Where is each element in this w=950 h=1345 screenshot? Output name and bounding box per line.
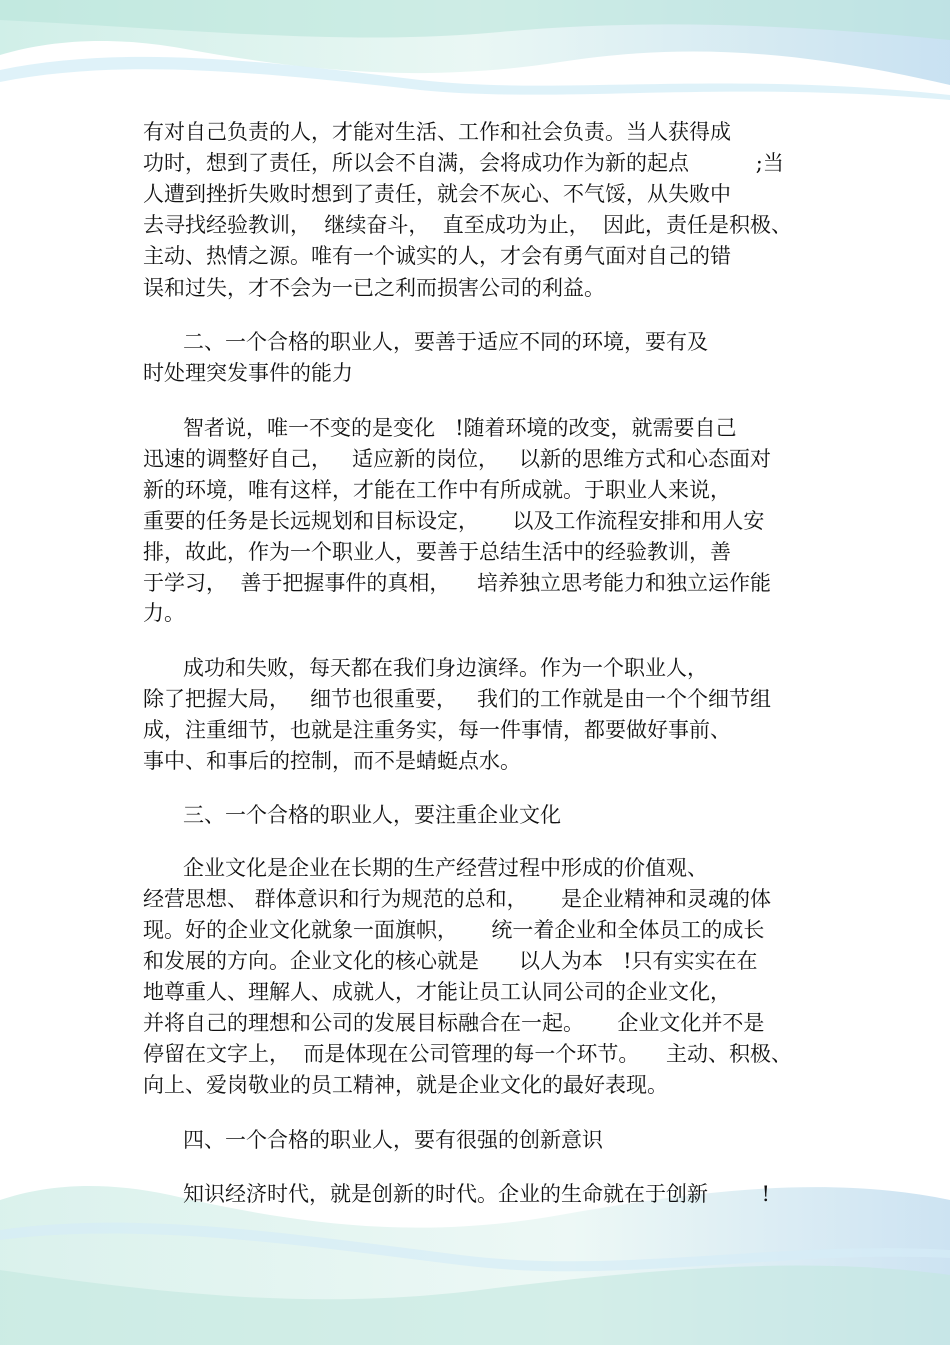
text-line: 于学习， 善于把握事件的真相， 培养独立思考能力和独立运作能 [143,571,772,595]
text-line: 企业文化是企业在长期的生产经营过程中形成的价值观、 [143,856,709,880]
text-line: 向上、爱岗敬业的员工精神，就是企业文化的最好表现。 [143,1073,668,1097]
text-line: 地尊重人、理解人、成就人，才能让员工认同公司的企业文化， [143,980,731,1004]
text-line: 新的环境，唯有这样，才能在工作中有所成就。于职业人来说， [143,478,731,502]
text-line: 成功和失败，每天都在我们身边演绎。作为一个职业人， [143,656,709,680]
text-line: 事中、和事后的控制，而不是蜻蜓点水。 [143,749,521,773]
text-line: 和发展的方向。企业文化的核心就是 以人为本 !只有实实在在 [143,949,758,973]
text-line: 智者说，唯一不变的是变化 !随着环境的改变，就需要自己 [143,416,737,440]
text-line: 现。好的企业文化就象一面旗帜， 统一着企业和全体员工的成长 [143,918,765,942]
section-heading-line: 三、一个合格的职业人，要注重企业文化 [143,803,562,827]
text-line: 人遭到挫折失败时想到了责任，就会不灰心、不气馁，从失败中 [143,182,731,206]
text-line: 去寻找经验教训， 继续奋斗， 直至成功为止， 因此，责任是积极、 [143,213,793,237]
section-heading-line: 四、一个合格的职业人，要有很强的创新意识 [143,1128,604,1152]
section-heading-line: 二、一个合格的职业人，要善于适应不同的环境，要有及 [143,330,709,354]
text-line: 迅速的调整好自己， 适应新的岗位， 以新的思维方式和心态面对 [143,447,772,471]
text-line: 重要的任务是长远规划和目标设定， 以及工作流程安排和用人安 [143,509,765,533]
text-line: 排，故此，作为一个职业人，要善于总结生活中的经验教训，善 [143,540,731,564]
text-line: 知识经济时代，就是创新的时代。企业的生命就在于创新 ! [143,1182,770,1206]
text-line: 力。 [143,601,185,625]
text-line: 功时，想到了责任，所以会不自满，会将成功作为新的起点 ;当 [143,151,784,175]
section-heading-line: 时处理突发事件的能力 [143,361,353,385]
text-line: 停留在文字上， 而是体现在公司管理的每一个环节。 主动、积极、 [143,1042,793,1066]
text-line: 并将自己的理想和公司的发展目标融合在一起。 企业文化并不是 [143,1011,765,1035]
text-line: 主动、热情之源。唯有一个诚实的人，才会有勇气面对自己的错 [143,244,731,268]
text-line: 经营思想、 群体意识和行为规范的总和， 是企业精神和灵魂的体 [143,887,772,911]
text-line: 有对自己负责的人，才能对生活、工作和社会负责。当人获得成 [143,120,731,144]
text-line: 成，注重细节，也就是注重务实，每一件事情，都要做好事前、 [143,718,731,742]
text-line: 误和过失，才不会为一已之利而损害公司的利益。 [143,276,605,300]
text-line: 除了把握大局， 细节也很重要， 我们的工作就是由一个个细节组 [143,687,772,711]
